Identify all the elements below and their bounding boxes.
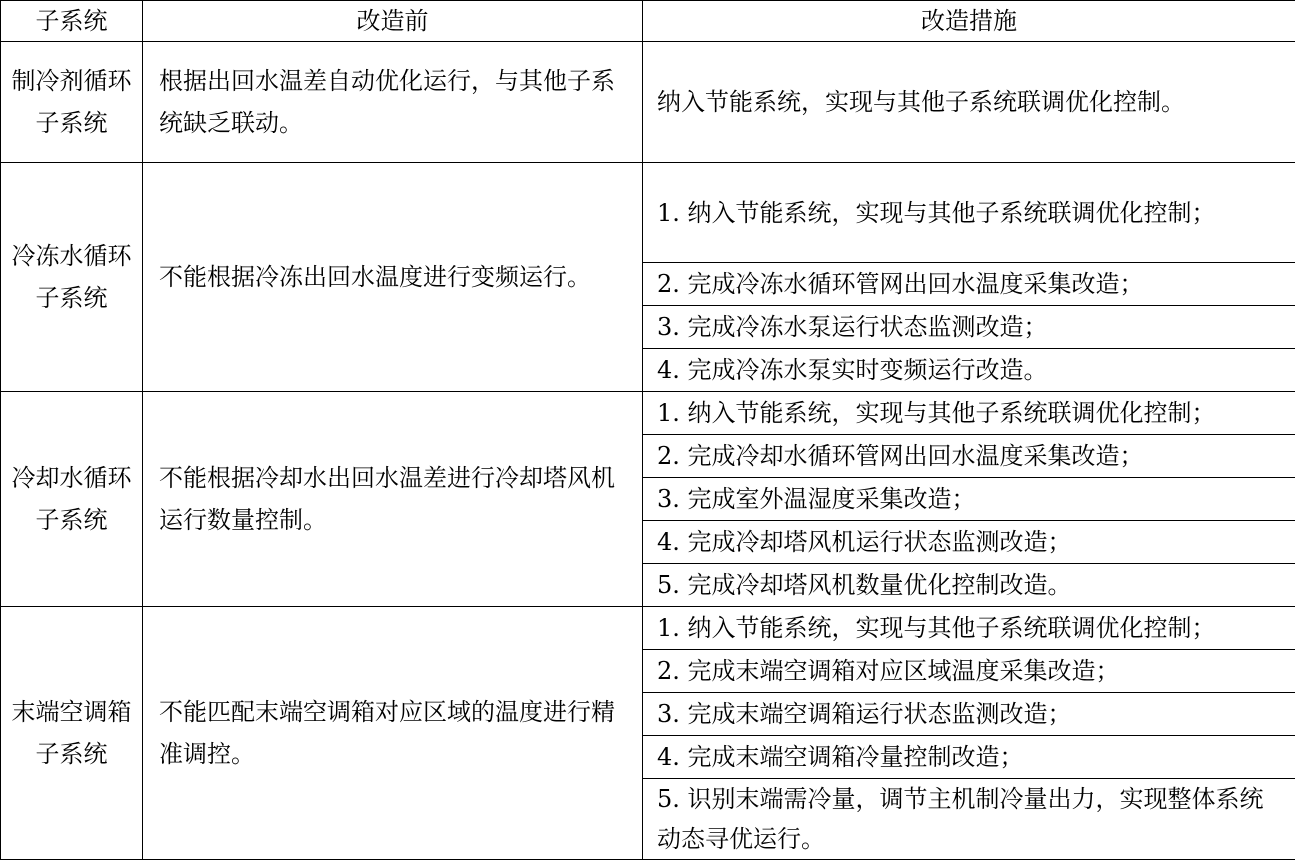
measure-cell: 1. 纳入节能系统，实现与其他子系统联调优化控制； (643, 163, 1295, 263)
measure-cell: 5. 识别末端需冷量，调节主机制冷量出力，实现整体系统动态寻优运行。 (643, 779, 1295, 860)
measure-cell: 1. 纳入节能系统，实现与其他子系统联调优化控制； (643, 607, 1295, 650)
header-measures: 改造措施 (643, 1, 1295, 42)
table-row (1, 607, 1295, 650)
before-cell: 不能根据冷冻出回水温度进行变频运行。 (143, 163, 643, 392)
measure-cell: 4. 完成冷却塔风机运行状态监测改造； (643, 521, 1295, 564)
subsystem-cell: 末端空调箱子系统 (1, 607, 143, 860)
measure-cell: 2. 完成冷冻水循环管网出回水温度采集改造； (643, 263, 1295, 306)
measure-cell: 2. 完成冷却水循环管网出回水温度采集改造； (643, 435, 1295, 478)
measure-cell: 5. 完成冷却塔风机数量优化控制改造。 (643, 564, 1295, 607)
table-row (1, 392, 1295, 435)
table-row (1, 163, 1295, 263)
measure-cell: 1. 纳入节能系统，实现与其他子系统联调优化控制； (643, 392, 1295, 435)
table-row (1, 42, 1295, 163)
header-before: 改造前 (143, 1, 643, 42)
header-row (1, 1, 1295, 42)
measure-cell: 3. 完成冷冻水泵运行状态监测改造； (643, 306, 1295, 349)
subsystem-cell: 冷冻水循环子系统 (1, 163, 143, 392)
measure-cell: 4. 完成末端空调箱冷量控制改造； (643, 736, 1295, 779)
measure-cell: 2. 完成末端空调箱对应区域温度采集改造； (643, 650, 1295, 693)
measure-cell: 3. 完成末端空调箱运行状态监测改造； (643, 693, 1295, 736)
before-cell: 不能根据冷却水出回水温差进行冷却塔风机运行数量控制。 (143, 392, 643, 607)
measure-cell: 纳入节能系统，实现与其他子系统联调优化控制。 (643, 42, 1295, 163)
before-cell: 不能匹配末端空调箱对应区域的温度进行精准调控。 (143, 607, 643, 860)
subsystem-cell: 冷却水循环子系统 (1, 392, 143, 607)
measure-cell: 3. 完成室外温湿度采集改造； (643, 478, 1295, 521)
measure-cell: 4. 完成冷冻水泵实时变频运行改造。 (643, 349, 1295, 392)
before-cell: 根据出回水温差自动优化运行，与其他子系统缺乏联动。 (143, 42, 643, 163)
subsystem-cell: 制冷剂循环子系统 (1, 42, 143, 163)
header-subsystem: 子系统 (1, 1, 143, 42)
